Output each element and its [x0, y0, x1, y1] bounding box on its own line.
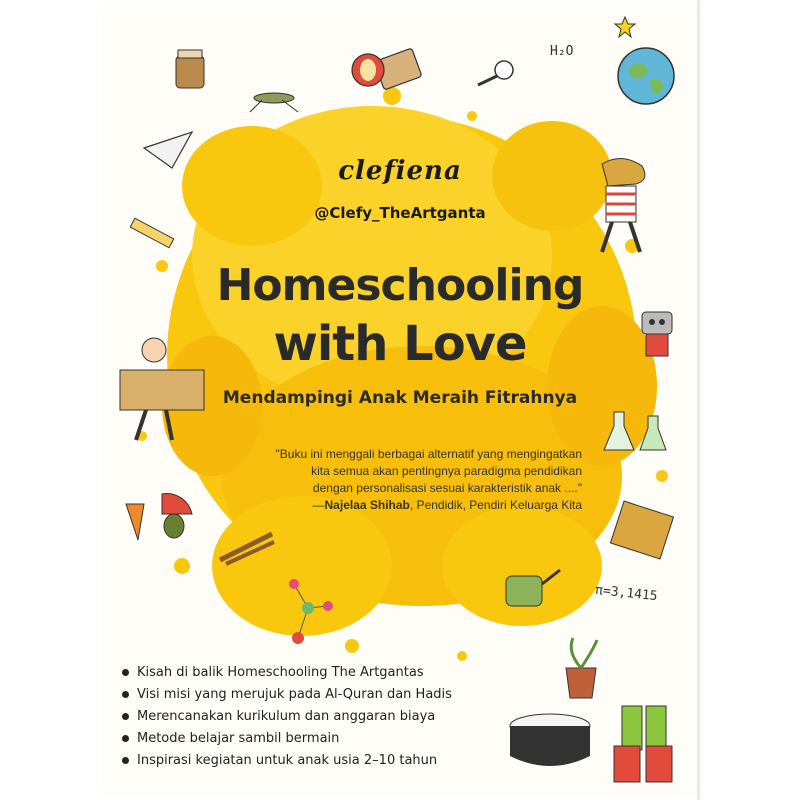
- cinnamon-icon: [216, 526, 278, 566]
- h2o-label: H₂O: [550, 44, 574, 59]
- list-item-text: Kisah di balik Homeschooling The Artgantas: [137, 665, 424, 680]
- notebook-icon: [608, 500, 678, 560]
- quote-author-role: , Pendidik, Pendiri Keluarga Kita: [409, 498, 582, 512]
- author-signature: clefiena: [338, 156, 462, 186]
- list-item-text: Inspirasi kegiatan untuk anak usia 2–10 tahun: [137, 753, 438, 768]
- cover-edge-divider: [697, 0, 700, 800]
- list-item: [122, 662, 452, 684]
- quote-author: Najelaa Shihab: [324, 498, 410, 512]
- list-item-text: Merencanakan kurikulum dan anggaran biaya: [137, 709, 436, 724]
- star-icon: [614, 16, 636, 38]
- boots-icon: [612, 702, 678, 786]
- list-item-text: Metode belajar sambil bermain: [137, 731, 340, 746]
- author-handle: @Clefy_TheArtganta: [314, 204, 486, 222]
- list-item: [122, 750, 452, 772]
- globe-icon: [614, 44, 678, 108]
- pencil-icon: [124, 218, 180, 252]
- bullet-icon: [122, 691, 129, 698]
- book-title-line1: Homeschooling: [216, 260, 584, 311]
- list-item: [122, 728, 452, 750]
- list-item: [122, 684, 452, 706]
- bullet-icon: [122, 757, 129, 764]
- book-cover: [102, 6, 698, 796]
- grasshopper-icon: [242, 84, 308, 114]
- pi-label: π=3,1415: [594, 582, 659, 605]
- book-subtitle: Mendampingi Anak Meraih Fitrahnya: [222, 388, 578, 408]
- magnifier-icon: [474, 58, 520, 88]
- book-title-line2: with Love: [273, 316, 527, 372]
- plant-pot-icon: [556, 634, 606, 700]
- list-item: [122, 706, 452, 728]
- molecule-icon: [278, 572, 338, 652]
- endorsement-quote: [242, 446, 582, 514]
- cooking-pot-icon: [504, 700, 596, 776]
- bullet-icon: [122, 669, 129, 676]
- list-item-text: Visi misi yang merujuk pada Al-Quran dan Hadis: [137, 687, 452, 702]
- flask-icon: [602, 406, 672, 456]
- apple-icon: [344, 34, 428, 94]
- watering-can-icon: [494, 562, 566, 616]
- quote-attribution: [242, 497, 582, 514]
- feature-list: [122, 662, 452, 772]
- quote-line: dengan personalisasi sesuai karakteristik anak ....": [312, 481, 582, 495]
- quote-dash: —: [312, 498, 325, 512]
- bullet-icon: [122, 713, 129, 720]
- quote-line: kita semua akan pentingnya paradigma pendidikan: [311, 464, 582, 478]
- vegetables-icon: [116, 484, 196, 544]
- bullet-icon: [122, 735, 129, 742]
- quote-line: "Buku ini menggali berbagai alternatif yang mengingatkan: [275, 447, 582, 461]
- jar-icon: [170, 48, 210, 92]
